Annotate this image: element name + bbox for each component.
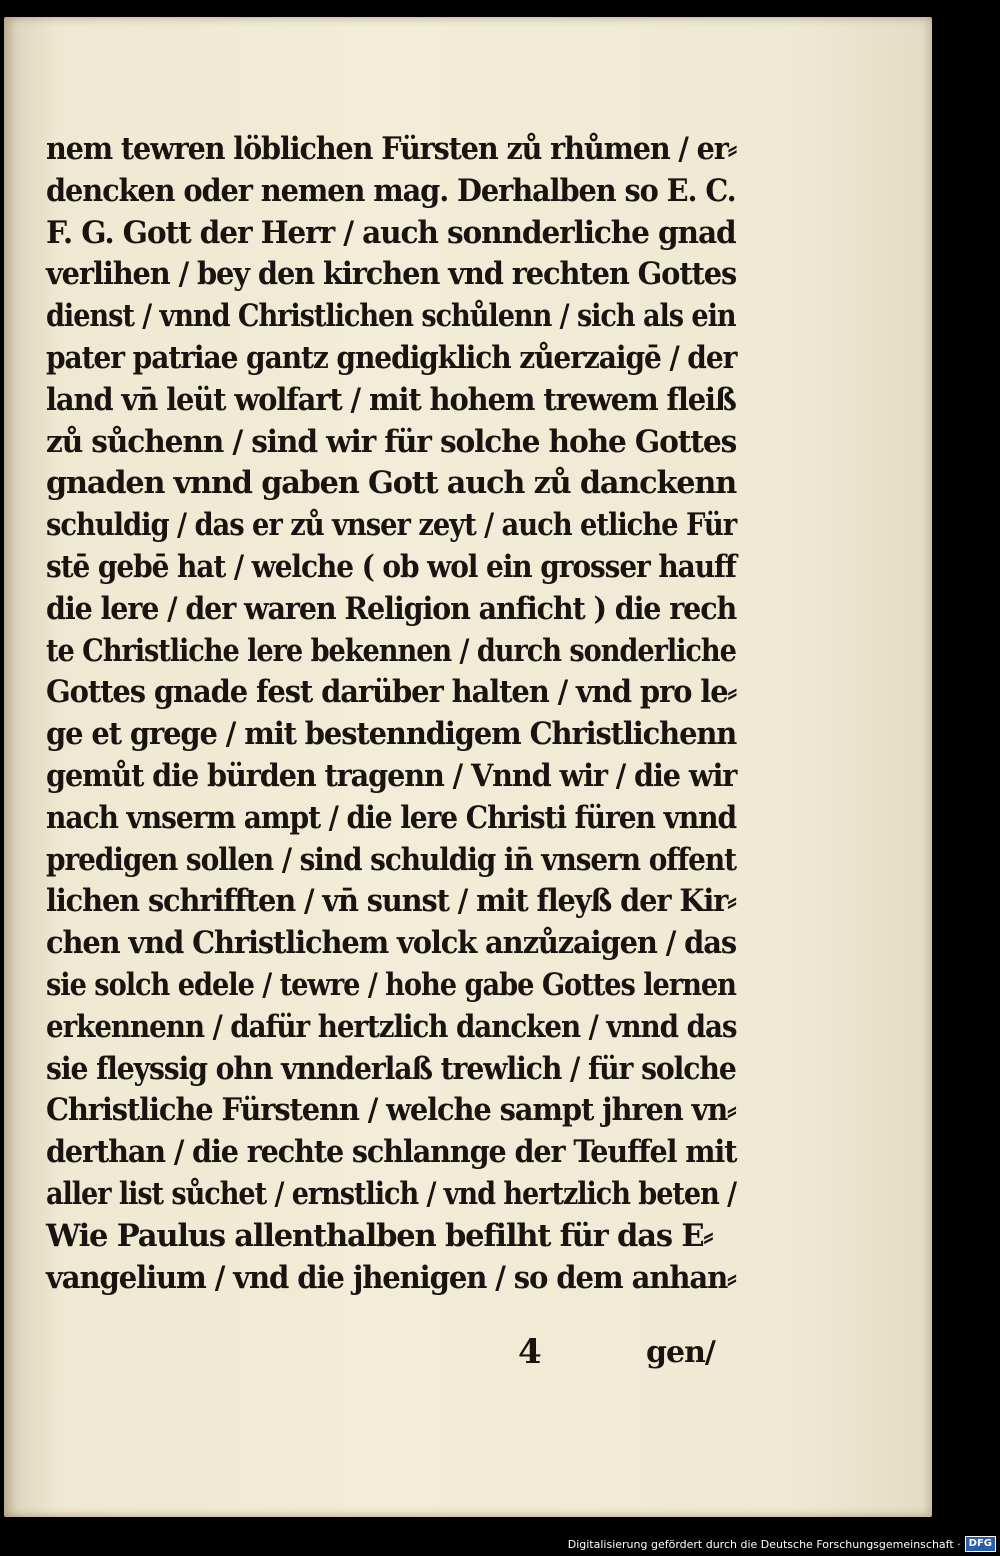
catchword: gen/ (646, 1335, 715, 1370)
text-line: verlihen / bey den kirchen vnd rechten Gottes (46, 256, 737, 293)
text-line: lichen schrifften / vn̄ sunst / mit fleyß der Kir⸗ (46, 883, 736, 920)
text-line: dencken oder nemen mag. Derhalben so E. C. (46, 172, 736, 209)
body-text (46, 129, 746, 1299)
credit-text: Digitalisierung gefördert durch die Deutsche Forschungsgemeinschaft · (567, 1537, 961, 1551)
text-line: zů sůchenn / sind wir für solche hohe Gottes (46, 423, 737, 460)
text-line: F. G. Gott der Herr / auch sonnderliche gnad (46, 214, 736, 251)
text-line: sie fleyssig ohn vnnderlaß trewlich / für solche (46, 1050, 736, 1087)
text-line: te Christliche lere bekennen / durch sonderliche (46, 632, 736, 669)
text-line: schuldig / das er zů vnser zeyt / auch etliche Für (46, 507, 737, 544)
text-line: Gottes gnade fest darüber halten / vnd pro le⸗ (46, 674, 737, 711)
text-line: derthan / die rechte schlannge der Teuffel mit (46, 1134, 737, 1171)
text-line: ge et grege / mit bestenndigem Christlichenn (46, 716, 737, 753)
text-line: nem tewren löblichen Fürsten zů rhůmen / er⸗ (46, 131, 737, 167)
dfg-logo-icon: DFG (965, 1536, 996, 1552)
text-line: gemůt die bürden tragenn / Vnnd wir / die wir (46, 757, 737, 794)
page-number: 4 (518, 1332, 542, 1372)
text-line: dienst / vnnd Christlichen schůlenn / sich als ein (46, 298, 736, 335)
text-line: vangelium / vnd die jhenigen / so dem anhan⸗ (46, 1259, 736, 1296)
text-line: pater patriae gantz gnedigklich zůerzaigē / der (46, 339, 737, 376)
text-line: erkennenn / dafür hertzlich dancken / vnnd das (46, 1008, 737, 1045)
text-line: sie solch edele / tewre / hohe gabe Gottes lernen (46, 966, 736, 1003)
book-page (4, 17, 932, 1517)
text-line: chen vnd Christlichem volck anzůzaigen / das (46, 925, 736, 962)
text-line: Wie Paulus allenthalben befilht für das E⸗ (46, 1217, 713, 1254)
text-line: nach vnserm ampt / die lere Christi füren vnnd (46, 799, 737, 836)
text-line: die lere / der waren Religion anficht ) die rech (46, 590, 737, 627)
digitization-credit (568, 1532, 1000, 1556)
text-line: predigen sollen / sind schuldig in̄ vnsern offent (46, 841, 736, 878)
text-line: Christliche Fürstenn / welche sampt jhren vn⸗ (46, 1092, 736, 1129)
text-line: gnaden vnnd gaben Gott auch zů danckenn (46, 465, 737, 502)
text-line: land vn̄ leüt wolfart / mit hohem trewem fleiß (46, 381, 736, 418)
text-line: aller list sůchet / ernstlich / vnd hertzlich beten / (46, 1175, 736, 1212)
text-line: stē gebē hat / welche ( ob wol ein grosser hauff (46, 548, 736, 585)
